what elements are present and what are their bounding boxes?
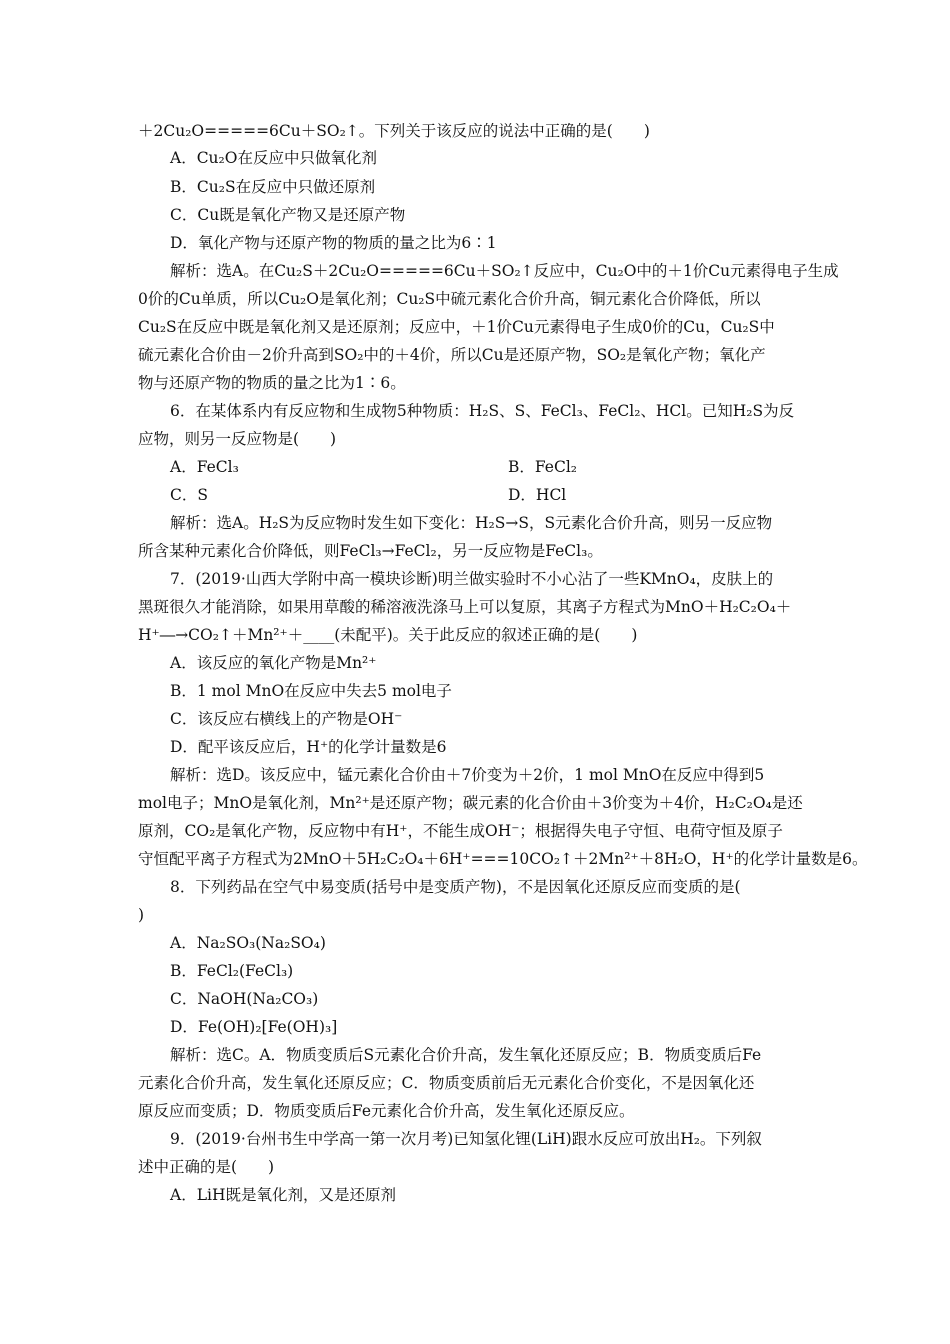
q6-option-c: C．S [170,486,208,504]
q7-analysis-line: mol电子；MnO是氧化剂，Mn²⁺是还原产物；碳元素的化合价由＋3价变为＋4价，H₂C₂O₄是还 [138,794,803,812]
question-5-continuation: ＋2Cu₂O=====6Cu＋SO₂↑。下列关于该反应的说法中正确的是( ) [138,122,650,140]
question-9-stem: 9．(2019·台州书生中学高一第一次月考)已知氢化锂(LiH)跟水反应可放出H₂。下列叙 [170,1130,762,1148]
q7-analysis-line: 原剂，CO₂是氧化产物，反应物中有H⁺，不能生成OH⁻；根据得失电子守恒、电荷守恒及原子 [138,822,783,840]
q7-option-c: C．该反应右横线上的产物是OH⁻ [170,710,403,728]
q8-option-a: A．Na₂SO₃(Na₂SO₄) [170,934,326,952]
q5-option-a: A．Cu₂O在反应中只做氧化剂 [170,149,377,167]
question-7-stem: H⁺―→CO₂↑＋Mn²⁺＋____(未配平)。关于此反应的叙述正确的是( ) [138,626,638,644]
q8-analysis-line: 元素化合价升高，发生氧化还原反应；C．物质变质前后无元素化合价变化，不是因氧化还 [138,1074,755,1092]
q6-option-d: D．HCl [508,486,567,504]
q6-option-b: B．FeCl₂ [508,458,578,476]
q5-analysis-line: 解析：选A。在Cu₂S＋2Cu₂O=====6Cu＋SO₂↑反应中，Cu₂O中的＋1价Cu元素得电子生成 [170,262,839,280]
question-7-stem: 黑斑很久才能消除，如果用草酸的稀溶液洗涤马上可以复原，其离子方程式为MnO＋H₂C₂O₄＋ [138,598,792,616]
q5-analysis-line: 物与还原产物的物质的量之比为1∶6。 [138,374,406,392]
q6-analysis-line: 解析：选A。H₂S为反应物时发生如下变化：H₂S→S，S元素化合价升高，则另一反应物 [170,514,773,532]
q9-option-a: A．LiH既是氧化剂，又是还原剂 [170,1186,396,1204]
q7-option-b: B．1 mol MnO在反应中失去5 mol电子 [170,682,452,700]
question-8-stem: 8．下列药品在空气中易变质(括号中是变质产物)，不是因氧化还原反应而变质的是( [170,878,741,896]
q7-option-d: D．配平该反应后，H⁺的化学计量数是6 [170,738,447,756]
question-6-stem: 6．在某体系内有反应物和生成物5种物质：H₂S、S、FeCl₃、FeCl₂、HCl。已知H₂S为反 [170,402,795,420]
q8-analysis-line: 解析：选C。A．物质变质后S元素化合价升高，发生氧化还原反应；B．物质变质后Fe [170,1046,762,1064]
q7-analysis-line: 解析：选D。该反应中，锰元素化合价由＋7价变为＋2价，1 mol MnO在反应中得到5 [170,766,765,784]
question-9-stem: 述中正确的是( ) [138,1158,275,1176]
q7-analysis-line: 守恒配平离子方程式为2MnO＋5H₂C₂O₄＋6H⁺===10CO₂↑＋2Mn²⁺＋8H₂O，H⁺的化学计量数是6。 [138,850,868,868]
q8-option-b: B．FeCl₂(FeCl₃) [170,962,294,980]
q7-option-a: A．该反应的氧化产物是Mn²⁺ [170,654,377,672]
q6-option-a: A．FeCl₃ [170,458,239,476]
q5-analysis-line: Cu₂S在反应中既是氧化剂又是还原剂；反应中，＋1价Cu元素得电子生成0价的Cu，Cu₂S中 [138,318,775,336]
q5-option-b: B．Cu₂S在反应中只做还原剂 [170,178,376,196]
question-7-stem: 7．(2019·山西大学附中高一模块诊断)明兰做实验时不小心沾了一些KMnO₄，皮肤上的 [170,570,774,588]
question-8-stem: ) [138,906,145,924]
q5-option-c: C．Cu既是氧化产物又是还原产物 [170,206,406,224]
q6-analysis-line: 所含某种元素化合价降低，则FeCl₃→FeCl₂，另一反应物是FeCl₃。 [138,542,603,560]
q8-option-c: C．NaOH(Na₂CO₃) [170,990,319,1008]
question-6-stem: 应物，则另一反应物是( ) [138,430,337,448]
q5-option-d: D．氧化产物与还原产物的物质的量之比为6∶1 [170,234,497,252]
q8-analysis-line: 原反应而变质；D．物质变质后Fe元素化合价升高，发生氧化还原反应。 [138,1102,635,1120]
q5-analysis-line: 硫元素化合价由－2价升高到SO₂中的＋4价，所以Cu是还原产物，SO₂是氧化产物；氧化产 [138,346,766,364]
q5-analysis-line: 0价的Cu单质，所以Cu₂O是氧化剂；Cu₂S中硫元素化合价升高，铜元素化合价降低，所以 [138,290,761,308]
q8-option-d: D．Fe(OH)₂[Fe(OH)₃] [170,1018,338,1036]
